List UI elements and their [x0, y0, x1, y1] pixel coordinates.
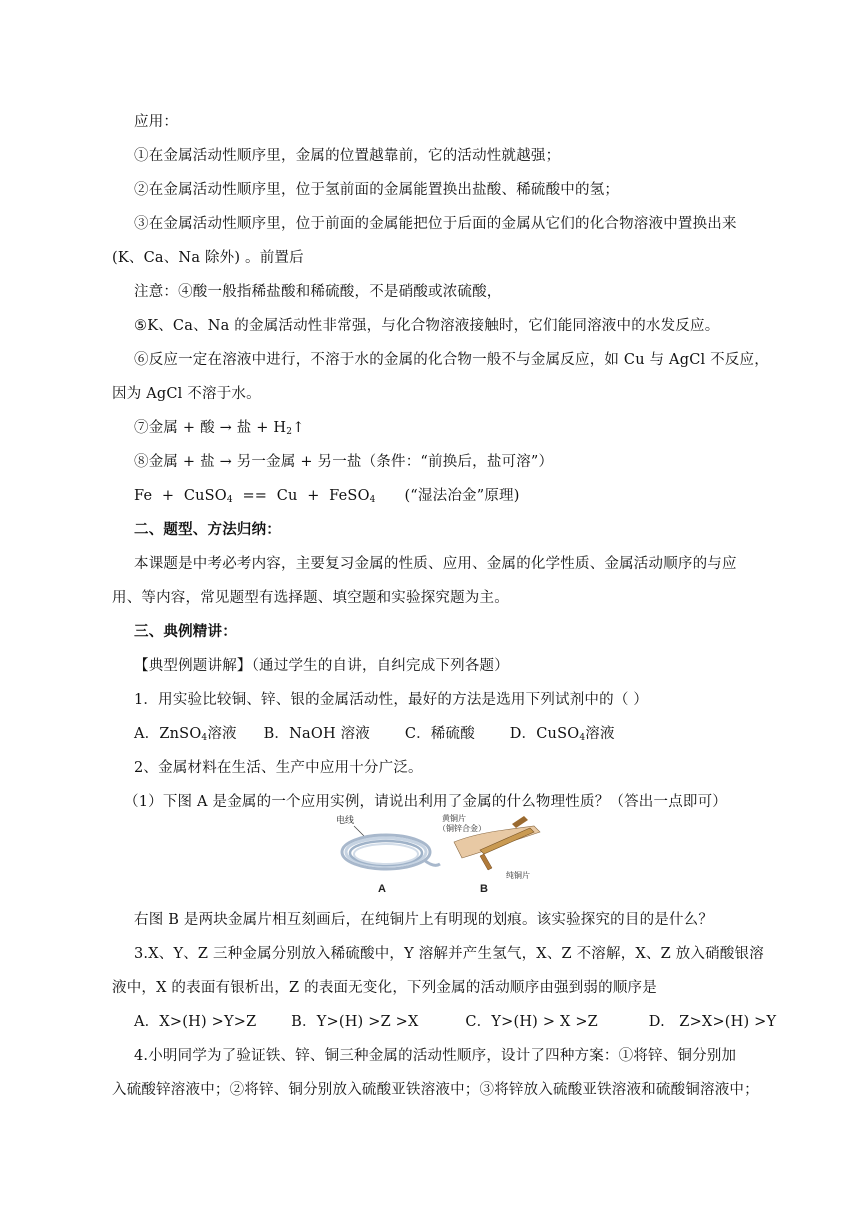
- options-line: [134, 1010, 776, 1031]
- text-line: 本课题是中考必考内容，主要复习金属的性质、应用、金属的化学性质、金属活动顺序的与应: [134, 556, 737, 572]
- question-line: 2、金属材料在生活、生产中应用十分广泛。: [134, 760, 423, 776]
- section-heading: 二、题型、方法归纳：: [134, 521, 281, 538]
- figure-label-b: B: [480, 883, 488, 895]
- figure-label-copper: 纯铜片: [506, 871, 530, 880]
- figure-label-brass: 黄铜片: [442, 814, 466, 823]
- equation-text: ⑦金属 + 酸 → 盐 + H: [134, 420, 287, 436]
- question-line: 入硫酸锌溶液中；②将锌、铜分别放入硫酸亚铁溶液中；③将锌放入硫酸亚铁溶液和硫酸铜溶液中；: [112, 1082, 759, 1098]
- text-line: ⑤K、Ca、Na 的金属活动性非常强，与化合物溶液接触时，它们能同溶液中的水发反应。: [134, 318, 720, 334]
- text-line: 应用：: [134, 114, 179, 130]
- question-line: 液中，X 的表面有银析出，Z 的表面无变化，下列金属的活动顺序由强到弱的顺序是: [112, 980, 657, 996]
- question-line: （1）下图 A 是金属的一个应用实例，请说出利用了金属的什么物理性质？（答出一点即可）: [124, 794, 728, 810]
- text-line: (K、Ca、Na 除外) 。前置后: [112, 250, 304, 266]
- option-c: C．Y>(H) > X >Z: [465, 1014, 598, 1030]
- option-d: D．CuSO$_4$溶液: [509, 726, 615, 743]
- subscript: 4: [226, 495, 233, 505]
- text-line: ②在金属活动性顺序里，位于氢前面的金属能置换出盐酸、稀硫酸中的氢；: [134, 182, 620, 198]
- subscript: 2: [286, 427, 293, 437]
- question-line: 右图 B 是两块金属片相互刻画后，在纯铜片上有明现的划痕。该实验探究的目的是什么？: [134, 912, 714, 928]
- text-line: 用、等内容，常见题型有选择题、填空题和实验探究题为主。: [112, 590, 509, 606]
- text-line: 注意：④酸一般指稀盐酸和稀硫酸，不是硝酸或浓硫酸，: [134, 284, 502, 300]
- equation-text: Fe + CuSO: [134, 488, 227, 504]
- figure-image: [334, 812, 546, 896]
- text-line: ⑧金属 + 盐 → 另一金属 + 另一盐（条件：“前换后，盐可溶”）: [134, 454, 554, 470]
- option-c: C．稀硫酸: [404, 726, 475, 742]
- figure-label-alloy: （铜锌合金）: [438, 824, 486, 833]
- option-a: A．X>(H) >Y>Z: [134, 1014, 257, 1030]
- question-line: 4.小明同学为了验证铁、锌、铜三种金属的活动性顺序，设计了四种方案：①将锌、铜分别加: [134, 1048, 737, 1064]
- section-heading: 三、典例精讲：: [134, 623, 237, 640]
- option-d: D. Z>X>(H) >Y: [648, 1014, 777, 1030]
- arrow-up-icon: ↑: [292, 420, 305, 436]
- equation-text: == Cu + FeSO: [232, 488, 370, 504]
- text-line: ①在金属活动性顺序里，金属的位置越靠前，它的活动性就越强；: [134, 148, 561, 164]
- subscript: 4: [369, 495, 376, 505]
- options-line: [134, 722, 615, 743]
- option-a: A．ZnSO$_4$溶液: [134, 726, 237, 743]
- figure-label-a: A: [378, 883, 386, 895]
- text-line: 【典型例题讲解】（通过学生的自讲，自纠完成下列各题）: [134, 658, 509, 674]
- wire-coil-icon: [342, 835, 440, 869]
- equation-text: (“湿法冶金”原理): [375, 488, 520, 504]
- question-line: 3.X、Y、Z 三种金属分别放入稀硫酸中，Y 溶解并产生氢气，X、Z 不溶解，X、Z 放入硝酸银溶: [134, 946, 764, 962]
- equation-line: [134, 484, 520, 505]
- equation-line: [134, 416, 305, 437]
- text-line: 因为 AgCl 不溶于水。: [112, 386, 261, 402]
- option-b: B．Y>(H) >Z >X: [291, 1014, 419, 1030]
- figure-label-wire: 电线: [336, 815, 355, 825]
- text-line: ③在金属活动性顺序里，位于前面的金属能把位于后面的金属从它们的化合物溶液中置换出来: [134, 216, 737, 232]
- question-line: 1．用实验比较铜、锌、银的金属活动性，最好的方法是选用下列试剂中的（ ）: [134, 692, 649, 708]
- option-b: B．NaOH 溶液: [263, 726, 370, 742]
- text-line: ⑥反应一定在溶液中进行，不溶于水的金属的化合物一般不与金属反应，如 Cu 与 AgCl 不反应，: [134, 352, 769, 368]
